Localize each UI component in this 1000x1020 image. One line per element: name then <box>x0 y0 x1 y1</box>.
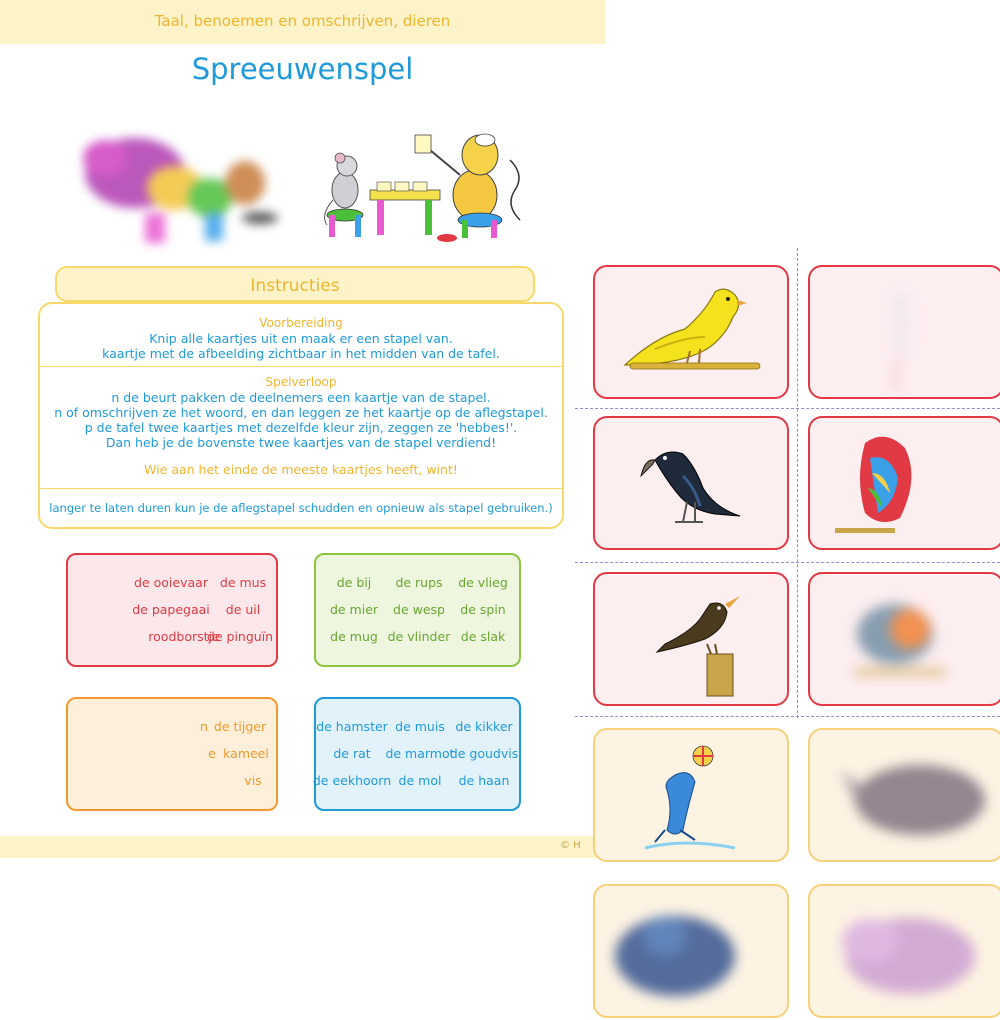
instructions-tab <box>55 266 535 302</box>
card-crow <box>593 416 789 550</box>
win-condition: Wie aan het einde de meeste kaartjes heeft, wint! <box>144 462 458 477</box>
crow-icon <box>595 418 791 552</box>
card-dolphin <box>593 728 789 862</box>
word: de slak <box>460 629 506 644</box>
word: de tijger <box>213 719 267 734</box>
mouse-and-dog-playing-cards-illustration <box>315 120 540 245</box>
word: de vlieg <box>458 575 508 590</box>
word: de mug <box>330 629 378 644</box>
gameplay-line: n de beurt pakken de deelnemers een kaartje van de stapel. <box>111 390 491 405</box>
word: de bij <box>336 575 372 590</box>
word: e <box>208 746 216 761</box>
word: de goudvis <box>449 746 519 761</box>
card-rhino <box>808 728 1000 862</box>
canary-icon <box>595 267 791 401</box>
card-blackbird <box>593 572 789 706</box>
subject-line: Taal, benoemen en omschrijven, dieren <box>154 12 451 30</box>
rhino-icon <box>810 730 1000 864</box>
divider <box>40 488 562 489</box>
cut-line <box>797 248 798 718</box>
word: kameel <box>223 746 269 761</box>
word-box-blue <box>314 697 521 811</box>
gameplay-heading: Spelverloop <box>265 375 337 389</box>
card-parrot <box>808 416 1000 550</box>
word: de mier <box>329 602 379 617</box>
page-title: Spreeuwenspel <box>191 52 414 86</box>
instructions-tab-label: Instructies <box>250 276 340 296</box>
instructions-box <box>38 302 564 529</box>
gameplay-line: n of omschrijven ze het woord, en dan leggen ze het kaartje op de aflegstapel. <box>54 405 548 420</box>
cut-line <box>575 562 1000 563</box>
word-box-red <box>66 553 278 667</box>
card-stork <box>808 265 1000 399</box>
word: de papegaai <box>132 602 210 617</box>
word: roodborstje <box>148 629 220 644</box>
preparation-line: kaartje met de afbeelding zichtbaar in het midden van de tafel. <box>102 346 500 361</box>
word: de rat <box>333 746 371 761</box>
card-robin <box>808 572 1000 706</box>
word: de ooievaar <box>134 575 208 590</box>
word: de uil <box>225 602 261 617</box>
word: de wesp <box>393 602 445 617</box>
word: de mus <box>219 575 267 590</box>
word: de marmot <box>385 746 455 761</box>
parrot-icon <box>810 418 1000 552</box>
cartoon-animals-illustration <box>75 118 280 248</box>
copyright: © H <box>560 840 581 851</box>
word: de pinguïn <box>206 629 274 644</box>
word: n <box>200 719 208 734</box>
robin-icon <box>810 574 1000 708</box>
blackbird-icon <box>595 574 791 708</box>
card-canary <box>593 265 789 399</box>
word: de spin <box>460 602 506 617</box>
cut-line <box>575 716 1000 717</box>
word: de hamster <box>316 719 388 734</box>
dolphin-icon <box>595 730 791 864</box>
stork-icon <box>810 267 1000 401</box>
gameplay-line: Dan heb je de bovenste twee kaartjes van de stapel verdiend! <box>105 435 497 450</box>
word: de eekhoorn <box>312 773 392 788</box>
cut-line <box>575 408 1000 409</box>
divider <box>40 366 562 367</box>
word: de muis <box>395 719 445 734</box>
gameplay-line: p de tafel twee kaartjes met dezelfde kleur zijn, zeggen ze 'hebbes!'. <box>84 420 518 435</box>
preparation-heading: Voorbereiding <box>259 316 343 330</box>
word: de haan <box>458 773 510 788</box>
word: de vlinder <box>387 629 451 644</box>
word-box-orange <box>66 697 278 811</box>
card-hippo <box>808 884 1000 1018</box>
card-gorilla <box>593 884 789 1018</box>
word-box-green <box>314 553 521 667</box>
word: de mol <box>398 773 442 788</box>
preparation-line: Knip alle kaartjes uit en maak er een stapel van. <box>149 331 453 346</box>
footer-band <box>0 836 600 858</box>
word: vis <box>244 773 262 788</box>
word: de kikker <box>455 719 513 734</box>
word: de rups <box>395 575 443 590</box>
tip-line: langer te laten duren kun je de aflegstapel schudden en opnieuw als stapel gebruiken.) <box>49 501 553 515</box>
